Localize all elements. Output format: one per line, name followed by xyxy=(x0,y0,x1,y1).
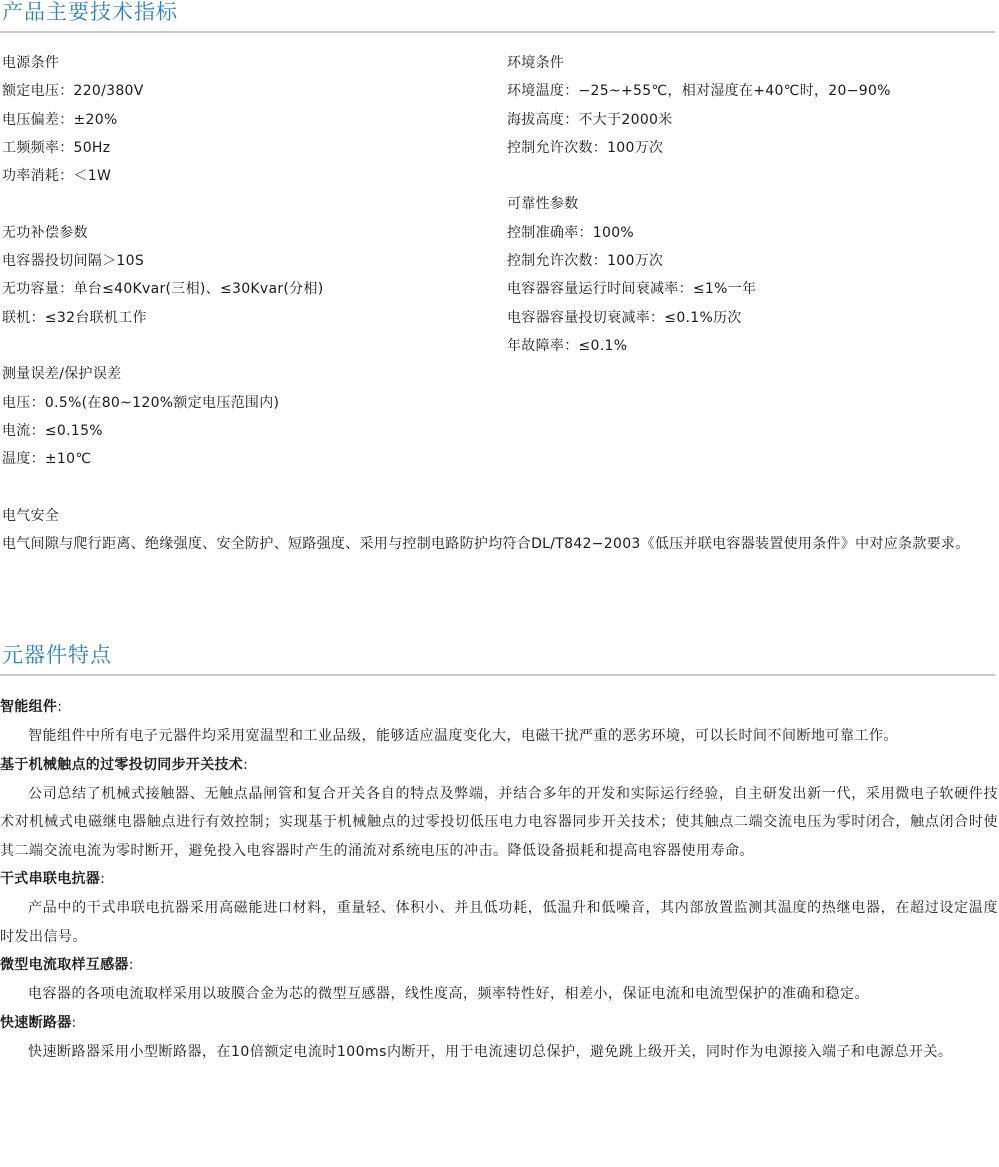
switch-interval: 电容器投切间隔＞10S xyxy=(2,253,145,270)
environment-conditions-group xyxy=(507,49,891,162)
reactive-capacity: 无功容量：单台≤40Kvar(三相)、≤30Kvar(分相) xyxy=(2,281,324,298)
reliability-heading: 可靠性参数 xyxy=(507,196,579,213)
feature-body: 快速断路器采用小型断路器，在10倍额定电流时100ms内断开，用于电流速切总保护，避免跳上级开关，同时作为电源接入端子和电源总开关。 xyxy=(28,1043,953,1060)
control-accuracy: 控制准确率：100% xyxy=(507,224,635,241)
ambient-temperature: 环境温度：−25~+55℃，相对湿度在+40℃时，20−90% xyxy=(507,83,891,100)
power-conditions-heading: 电源条件 xyxy=(2,55,60,71)
measurement-temperature: 温度：±10℃ xyxy=(2,451,92,468)
feature-title: 基于机械触点的过零投切同步开关技术 xyxy=(0,756,244,773)
feature-body: 电容器的各项电流取样采用以玻膜合金为芯的微型互感器，线性度高，频率特性好，相差小，保证电流和电流型保护的准确和稳定。 xyxy=(28,986,869,1002)
capacity-decay-time: 电容器容量运行时间衰减率：≤1%一年 xyxy=(507,281,757,298)
specs-divider xyxy=(0,31,995,33)
features-divider xyxy=(0,674,995,676)
feature-title-colon: : xyxy=(128,957,134,973)
electrical-safety-group xyxy=(2,502,977,559)
reliability-group xyxy=(507,190,891,360)
feature-body: 智能组件中所有电子元器件均采用宽温型和工业品级，能够适应温度变化大，电磁干扰严重的恶劣环境，可以长时间不间断地可靠工作。 xyxy=(28,728,898,744)
feature-title: 智能组件 xyxy=(0,699,58,715)
specs-right-column xyxy=(507,49,891,360)
power-frequency: 工频频率：50Hz xyxy=(2,139,111,156)
features-list xyxy=(0,693,998,1066)
measurement-current: 电流：≤0.15% xyxy=(2,422,103,439)
electrical-safety-text: 电气间隙与爬行距离、绝缘强度、安全防护、短路强度、采用与控制电路防护均符合DL/T842−2003《低压并联电容器装置使用条件》中对应条款要求。 xyxy=(2,536,970,553)
feature-title: 快速断路器 xyxy=(0,1014,72,1031)
feature-item xyxy=(0,751,998,866)
reactive-compensation-heading: 无功补偿参数 xyxy=(2,224,88,241)
feature-item xyxy=(0,1009,998,1067)
feature-title: 微型电流取样互感器 xyxy=(0,957,129,973)
measurement-voltage: 电压：0.5%(在80~120%额定电压范围内) xyxy=(2,394,280,411)
specs-section-title: 产品主要技术指标 xyxy=(2,0,178,24)
capacity-decay-switch: 电容器容量投切衰减率：≤0.1%历次 xyxy=(507,309,742,326)
rated-voltage: 额定电压：220/380V xyxy=(2,83,144,100)
feature-title: 干式串联电抗器 xyxy=(0,871,101,887)
measurement-error-group xyxy=(2,360,977,473)
networking: 联机：≤32台联机工作 xyxy=(2,309,147,326)
power-consumption: 功率消耗：＜1W xyxy=(2,168,112,185)
reliability-operations: 控制允许次数：100万次 xyxy=(507,253,664,270)
feature-body: 公司总结了机械式接触器、无触点晶闸管和复合开关各自的特点及弊端，并结合多年的开发和实际运行经验，自主研发出新一代，采用微电子软硬件技术对机械式电磁继电器触点进行有效控制；实现基于机械触点的过零投切低压电力电容器同步开关技术；使其触点二端交流电压为零时闭合，触点闭合时使其二端交流电流为零时断开，避免投入电容器时产生的涌流对系统电压的冲击。降低设备损耗和提高电容器使用寿命。 xyxy=(0,785,998,859)
allowed-operations: 控制允许次数：100万次 xyxy=(507,139,664,156)
feature-title-colon: : xyxy=(71,1014,77,1031)
altitude: 海拔高度：不大于2000米 xyxy=(507,111,673,128)
annual-failure-rate: 年故障率：≤0.1% xyxy=(507,337,628,354)
feature-title-colon: : xyxy=(243,756,249,773)
measurement-error-heading: 测量误差/保护误差 xyxy=(2,366,122,383)
feature-title-colon: : xyxy=(100,871,106,887)
feature-item xyxy=(0,693,998,751)
feature-body: 产品中的干式串联电抗器采用高磁能进口材料，重量轻、体积小、并且低功耗，低温升和低噪音，其内部放置监测其温度的热继电器，在超过设定温度时发出信号。 xyxy=(0,900,998,945)
feature-item xyxy=(0,951,998,1009)
electrical-safety-heading: 电气安全 xyxy=(2,507,60,524)
features-section-title: 元器件特点 xyxy=(2,643,112,667)
feature-item xyxy=(0,865,998,951)
voltage-deviation: 电压偏差：±20% xyxy=(2,111,118,128)
feature-title-colon: : xyxy=(57,699,63,715)
environment-heading: 环境条件 xyxy=(507,55,565,71)
